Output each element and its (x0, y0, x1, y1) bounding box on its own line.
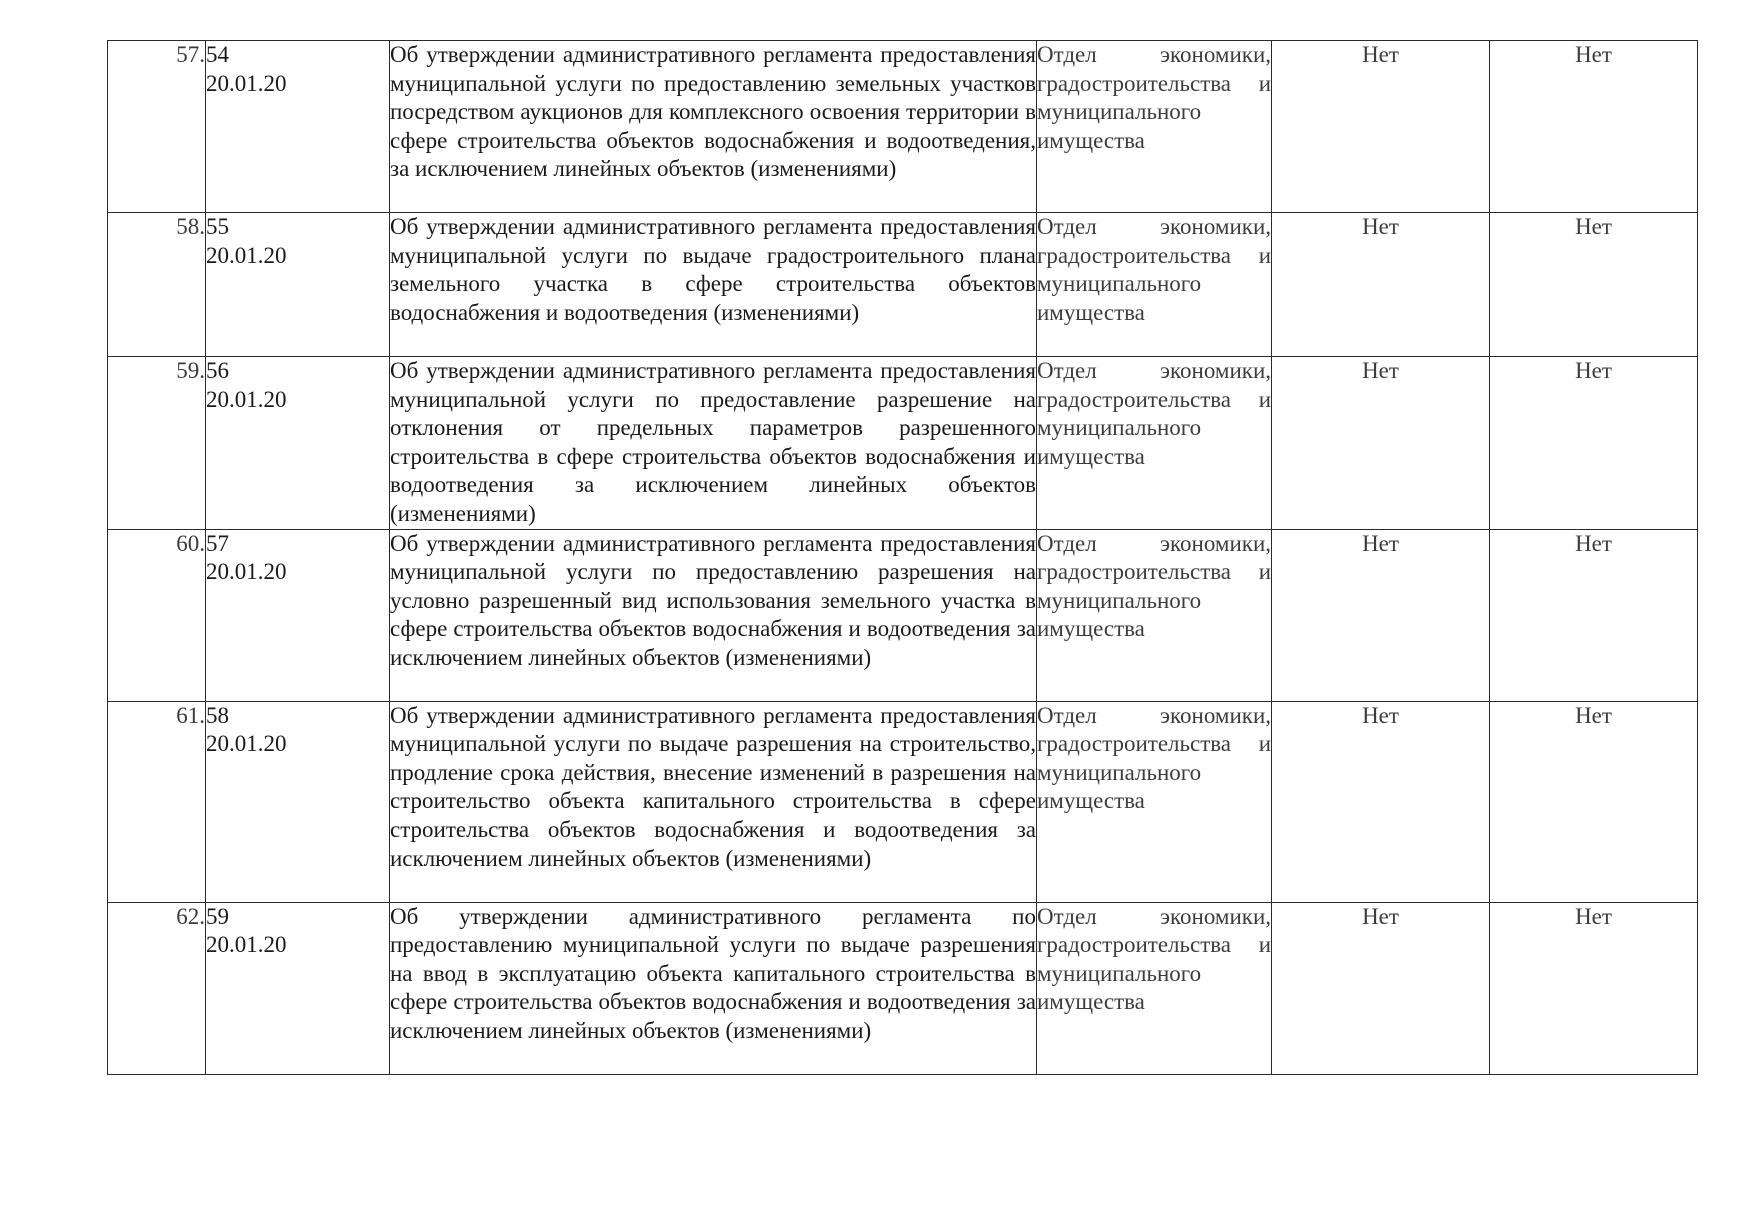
document-date: 20.01.20 (206, 242, 287, 268)
registry-table (107, 40, 1698, 1075)
status-cell: Нет (1272, 41, 1490, 213)
status-cell: Нет (1490, 701, 1698, 902)
document-number: 56 (206, 358, 229, 383)
table-row (108, 41, 1698, 213)
responsible-department: Отдел экономики, градостроительства и муниципального имущества (1037, 701, 1272, 902)
document-title: Об утверждении административного регламента предоставления муниципальной услуги по предоставлению разрешения на условно разрешенный вид использования земельного участка в сфере строительства объектов водоснабжения и водоотведения за исключением линейных объектов (изменениями) (390, 529, 1037, 701)
document-number: 58 (206, 702, 229, 728)
status-cell: Нет (1490, 902, 1698, 1074)
document-reference (206, 529, 390, 701)
document-reference (206, 701, 390, 902)
document-number: 54 (206, 42, 229, 67)
document-title: Об утверждении административного регламента предоставления муниципальной услуги по предоставлению земельных участков посредством аукционов для комплексного освоения территории в сфере строительства объектов водоснабжения и водоотведения, за исключением линейных объектов (изменениями) (390, 41, 1037, 213)
status-cell: Нет (1272, 529, 1490, 701)
document-date: 20.01.20 (206, 386, 287, 412)
responsible-department: Отдел экономики, градостроительства и муниципального имущества (1037, 902, 1272, 1074)
table-row (108, 701, 1698, 902)
row-number: 61. (108, 701, 206, 902)
status-cell: Нет (1272, 902, 1490, 1074)
document-reference (206, 357, 390, 530)
status-cell: Нет (1490, 357, 1698, 530)
status-cell: Нет (1272, 357, 1490, 530)
row-number: 58. (108, 213, 206, 357)
document-title: Об утверждении административного регламента по предоставлению муниципальной услуги по выдаче разрешения на ввод в эксплуатацию объекта капитального строительства в сфере строительства объектов водоснабжения и водоотведения за исключением линейных объектов (изменениями) (390, 902, 1037, 1074)
status-cell: Нет (1490, 529, 1698, 701)
document-number: 59 (206, 903, 229, 929)
responsible-department: Отдел экономики, градостроительства и муниципального имущества (1037, 357, 1272, 530)
table-row (108, 902, 1698, 1074)
document-reference (206, 41, 390, 213)
document-date: 20.01.20 (206, 932, 287, 958)
responsible-department: Отдел экономики, градостроительства и муниципального имущества (1037, 41, 1272, 213)
document-date: 20.01.20 (206, 731, 287, 757)
document-number: 55 (206, 214, 229, 239)
document-date: 20.01.20 (206, 70, 287, 96)
table-row (108, 529, 1698, 701)
row-number: 62. (108, 902, 206, 1074)
table-row (108, 357, 1698, 530)
status-cell: Нет (1490, 213, 1698, 357)
row-number: 60. (108, 529, 206, 701)
row-number: 59. (108, 357, 206, 530)
document-title: Об утверждении административного регламента предоставления муниципальной услуги по выдаче градостроительного плана земельного участка в сфере строительства объектов водоснабжения и водоотведения (изменениями) (390, 213, 1037, 357)
table-row (108, 213, 1698, 357)
responsible-department: Отдел экономики, градостроительства и муниципального имущества (1037, 213, 1272, 357)
document-reference (206, 213, 390, 357)
responsible-department: Отдел экономики, градостроительства и муниципального имущества (1037, 529, 1272, 701)
document-number: 57 (206, 530, 229, 556)
status-cell: Нет (1272, 701, 1490, 902)
document-title: Об утверждении административного регламента предоставления муниципальной услуги по предоставление разрешение на отклонения от предельных параметров разрешенного строительства в сфере строительства объектов водоснабжения и водоотведения за исключением линейных объектов (изменениями) (390, 357, 1037, 530)
document-date: 20.01.20 (206, 559, 287, 585)
status-cell: Нет (1272, 213, 1490, 357)
document-reference (206, 902, 390, 1074)
document-title: Об утверждении административного регламента предоставления муниципальной услуги по выдаче разрешения на строительство, продление срока действия, внесение изменений в разрешения на строительство объекта капитального строительства в сфере строительства объектов водоснабжения и водоотведения за исключением линейных объектов (изменениями) (390, 701, 1037, 902)
row-number: 57. (108, 41, 206, 213)
status-cell: Нет (1490, 41, 1698, 213)
